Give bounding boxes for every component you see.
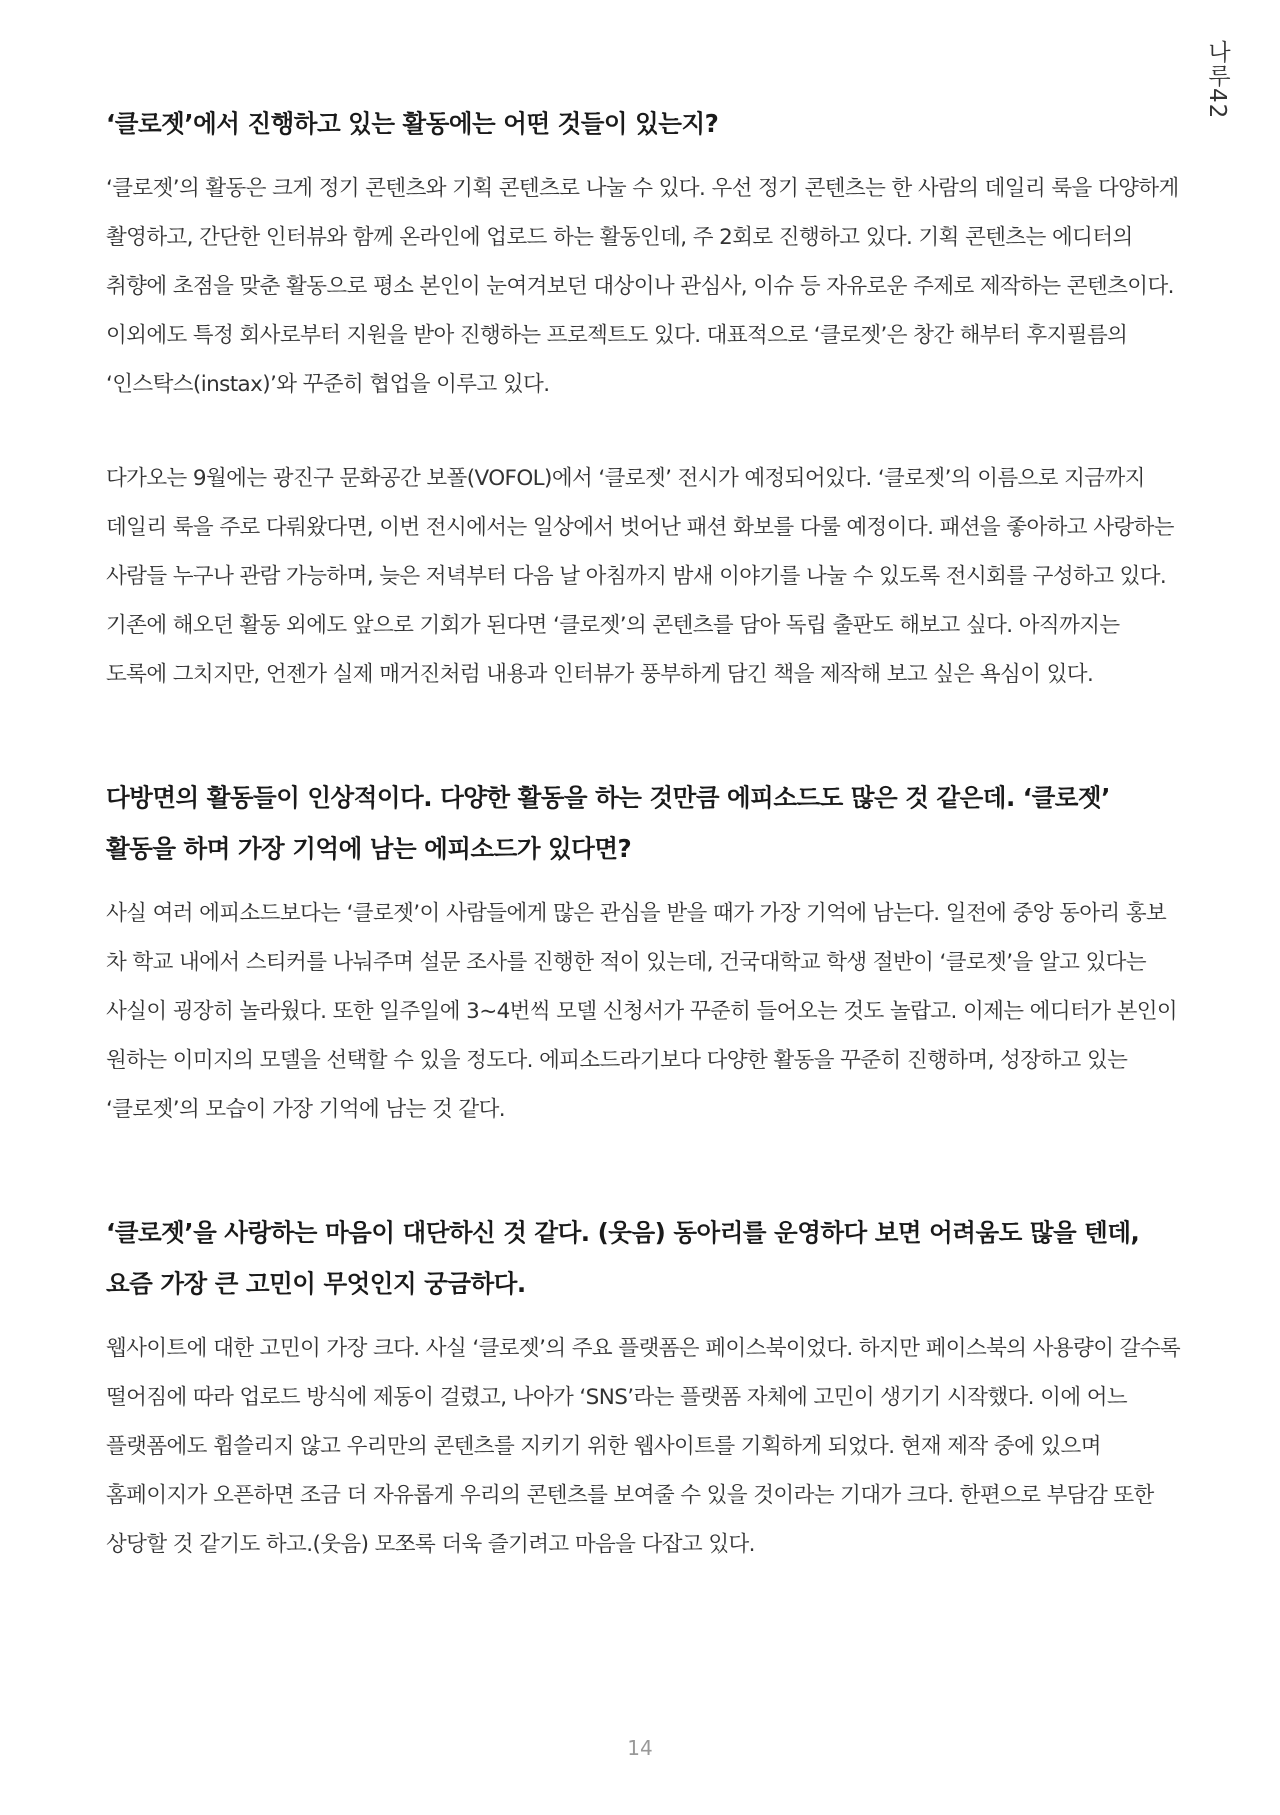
interview-answer-paragraph: ‘클로젯’의 활동은 크게 정기 콘텐츠와 기획 콘텐츠로 나눌 수 있다. 우선 정기 콘텐츠는 한 사람의 데일리 룩을 다양하게 촬영하고, 간단한 인터뷰와 함께 온라인에 업로드 하는 활동인데, 주 2회로 진행하고 있다. 기획 콘텐츠는 에디터의 취향에 초점을 맞춘 활동으로 평소 본인이 눈여겨보던 대상이나 관심사, 이슈 등 자유로운 주제로 제작하는 콘텐츠이다. 이외에도 특정 회사로부터 지원을 받아 진행하는 프로젝트도 있다. 대표적으로 ‘클로젯’은 창간 해부터 후지필름의 ‘인스탁스(instax)’와 꾸준히 협업을 이루고 있다. [106,176,1179,397]
page-number: 14 [627,1736,653,1760]
interview-section-1 [106,98,1186,699]
interview-question: ‘클로젯’에서 진행하고 있는 활동에는 어떤 것들이 있는지? [106,109,719,138]
interview-section-3 [106,1207,1186,1569]
interview-answer-paragraph: 사실 여러 에피소드보다는 ‘클로젯’이 사람들에게 많은 관심을 받을 때가 가장 기억에 남는다. 일전에 중앙 동아리 홍보 차 학교 내에서 스티커를 나눠주며 설문 조사를 진행한 적이 있는데, 건국대학교 학생 절반이 ‘클로젯’을 알고 있다는 사실이 굉장히 놀라웠다. 또한 일주일에 3~4번씩 모델 신청서가 꾸준히 들어오는 것도 놀랍고. 이제는 에디터가 본인이 원하는 이미지의 모델을 선택할 수 있을 정도다. 에피소드라기보다 다양한 활동을 꾸준히 진행하며, 성장하고 있는 ‘클로젯’의 모습이 가장 기억에 남는 것 같다. [106,901,1178,1122]
interview-answer-paragraph: 다가오는 9월에는 광진구 문화공간 보폴(VOFOL)에서 ‘클로젯’ 전시가 예정되어있다. ‘클로젯’의 이름으로 지금까지 데일리 룩을 주로 다뤄왔다면, 이번 전시에서는 일상에서 벗어난 패션 화보를 다룰 예정이다. 패션을 좋아하고 사랑하는 사람들 누구나 관람 가능하며, 늦은 저녁부터 다음 날 아침까지 밤새 이야기를 나눌 수 있도록 전시회를 구성하고 있다. 기존에 해오던 활동 외에도 앞으로 기회가 된다면 ‘클로젯’의 콘텐츠를 담아 독립 출판도 해보고 싶다. 아직까지는 도록에 그치지만, 언젠가 실제 매거진처럼 내용과 인터뷰가 풍부하게 담긴 책을 제작해 보고 싶은 욕심이 있다. [106,466,1174,687]
interview-answer-paragraph: 웹사이트에 대한 고민이 가장 크다. 사실 ‘클로젯’의 주요 플랫폼은 페이스북이었다. 하지만 페이스북의 사용량이 갈수록 떨어짐에 따라 업로드 방식에 제동이 걸렸고, 나아가 ‘SNS’라는 플랫폼 자체에 고민이 생기기 시작했다. 이에 어느 플랫폼에도 휩쓸리지 않고 우리만의 콘텐츠를 지키기 위한 웹사이트를 기획하게 되었다. 현재 제작 중에 있으며 홈페이지가 오픈하면 조금 더 자유롭게 우리의 콘텐츠를 보여줄 수 있을 것이라는 기대가 크다. 한편으로 부담감 또한 상당할 것 같기도 하고.(웃음) 모쪼록 더욱 즐기려고 마음을 다잡고 있다. [106,1336,1181,1557]
magazine-side-label: 나루42 [1204,40,1230,120]
interview-question: ‘클로젯’을 사랑하는 마음이 대단하신 것 같다. (웃음) 동아리를 운영하다 보면 어려움도 많을 텐데, 요즘 가장 큰 고민이 무엇인지 궁금하다. [106,1218,1140,1298]
interview-section-2 [106,772,1186,1134]
article-body [106,98,1186,1569]
interview-question: 다방면의 활동들이 인상적이다. 다양한 활동을 하는 것만큼 에피소드도 많은 것 같은데. ‘클로젯’ 활동을 하며 가장 기억에 남는 에피소드가 있다면? [106,783,1110,863]
